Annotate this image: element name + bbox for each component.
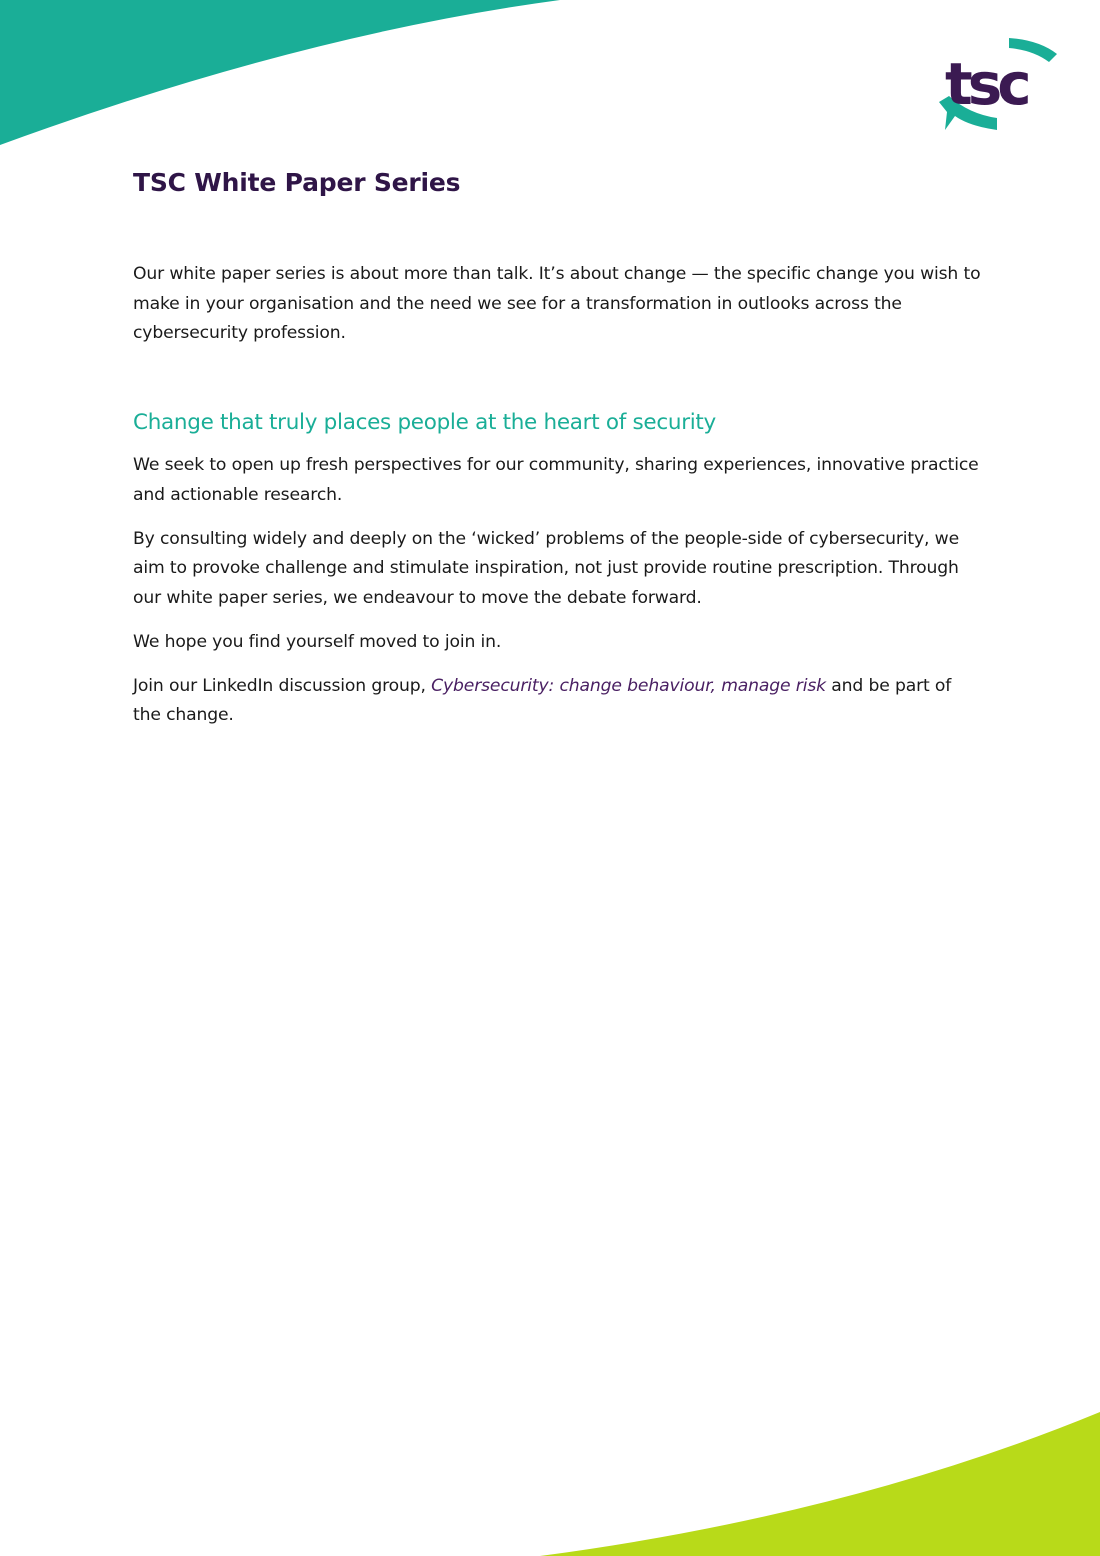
- linkedin-group-link[interactable]: Cybersecurity: change behaviour, manage risk: [431, 675, 826, 696]
- intro-paragraph: Our white paper series is about more than talk. It’s about change — the specific change you wish to make in your organisation and the need we see for a transformation in outlooks across the cybersecurity profession.: [133, 264, 981, 343]
- tsc-logo: [935, 32, 1065, 136]
- bottom-right-lime-swoosh: [540, 1412, 1100, 1556]
- paragraph-hope: We hope you find yourself moved to join in.: [133, 631, 502, 652]
- top-left-teal-swoosh: [0, 0, 560, 145]
- paragraph-consulting: By consulting widely and deeply on the ‘wicked’ problems of the people-side of cybersecurity, we aim to provoke challenge and stimulate inspiration, not just provide routine prescription. Through our white paper series, we endeavour to move the debate forward.: [133, 528, 959, 608]
- logo-wordmark: tsc: [945, 50, 1027, 118]
- section-people-at-heart: [133, 407, 983, 745]
- section-heading: Change that truly places people at the heart of security: [133, 410, 716, 435]
- cta-suffix: and be part of the change.: [133, 675, 952, 725]
- cta-prefix: Join our LinkedIn discussion group,: [133, 675, 432, 696]
- page-title: TSC White Paper Series: [133, 168, 461, 197]
- paragraph-perspectives: We seek to open up fresh perspectives for our community, sharing experiences, innovative practice and actionable research.: [133, 455, 979, 505]
- paragraph-linkedin-cta: [133, 672, 983, 731]
